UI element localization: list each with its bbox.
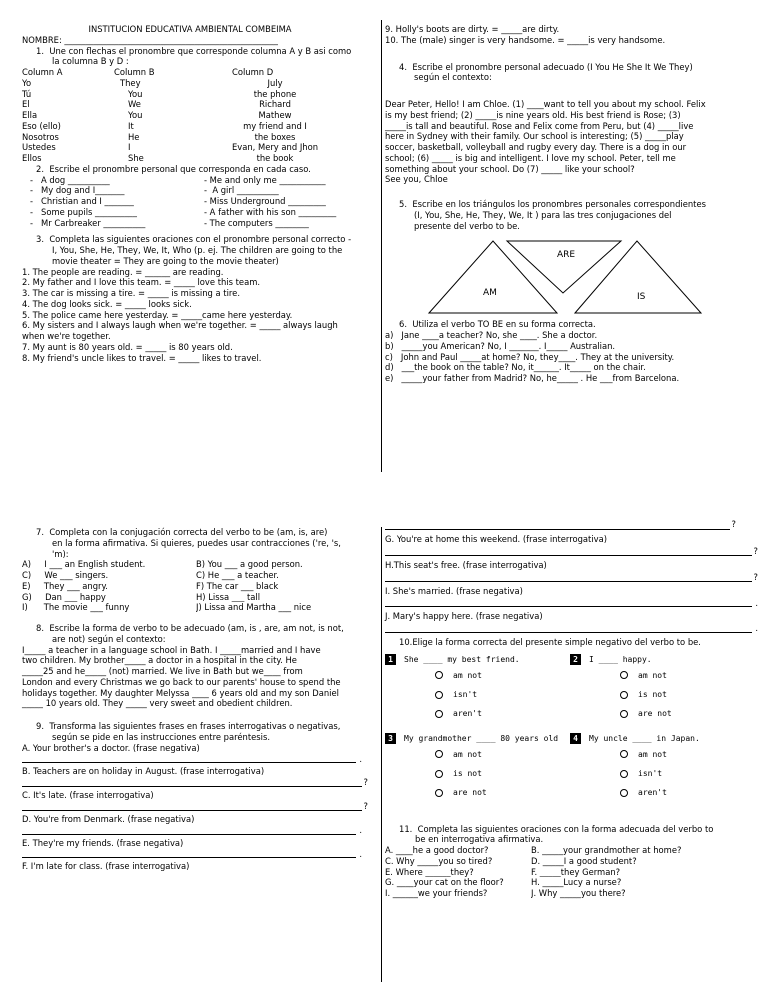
ex1-row bbox=[22, 121, 378, 132]
ex8-text-line: London and every Christmas we go back to our parents' house to spend the bbox=[22, 676, 341, 687]
ex4-instruction: 4. Escribe el pronombre personal adecuado (I You He She It We They) bbox=[399, 61, 693, 72]
ex10-option[interactable] bbox=[385, 769, 570, 779]
ex10-question bbox=[385, 654, 570, 729]
answer-line-end: . bbox=[755, 597, 758, 608]
ex8-instruction-line: 8. Escribe la forma de verbo to be adecuado (am, is , are, am not, is not, bbox=[36, 623, 344, 633]
radio-button[interactable] bbox=[620, 671, 628, 679]
col-b-cell[interactable]: He bbox=[128, 131, 140, 142]
ex2-item[interactable]: - A dog __________ bbox=[30, 174, 110, 185]
ex10-question-head bbox=[570, 733, 755, 744]
ex10-option[interactable] bbox=[385, 671, 570, 681]
ex7-row-cell[interactable]: J) Lissa and Martha ___ nice bbox=[196, 602, 312, 613]
ex7-row-cell[interactable]: B) You ___ a good person. bbox=[196, 559, 303, 570]
ex3-item: 7. My aunt is 80 years old. = _____ is 80 years old. bbox=[22, 341, 233, 352]
ex3-item: 4. The dog looks sick. = _____ looks sick. bbox=[22, 298, 192, 309]
ex1-row bbox=[22, 132, 378, 143]
bottom-column-divider bbox=[381, 527, 382, 982]
ex10-pair bbox=[385, 733, 760, 808]
answer-line[interactable] bbox=[22, 753, 362, 764]
ex4-letter-line: _____is tall and beautiful. Rose and Felix come from Peru, but (4) _____live bbox=[385, 120, 694, 131]
ex10-pair bbox=[385, 654, 760, 729]
ex2-item[interactable]: - A girl __________ bbox=[204, 185, 279, 196]
ex10-question-head bbox=[385, 733, 570, 744]
ex3-item: 5. The police came here yesterday. = _____came here yesterday. bbox=[22, 309, 293, 320]
radio-button[interactable] bbox=[435, 671, 443, 679]
col-d-cell[interactable]: Evan, Mery and Jhon bbox=[231, 142, 319, 153]
radio-button[interactable] bbox=[435, 789, 443, 797]
col-b-cell[interactable]: I bbox=[128, 142, 131, 153]
ex9-question: E. They're my friends. (frase negativa) bbox=[22, 837, 184, 848]
ex5-instruction-line: (I, You, She, He, They, We, It ) para las tres conjugaciones del bbox=[414, 209, 672, 220]
col-d-header: Column D bbox=[232, 67, 274, 77]
radio-button[interactable] bbox=[620, 770, 628, 778]
ex7-row-cell[interactable]: G) Dan ___ happy bbox=[22, 591, 106, 602]
ex10-question-text: My uncle ____ in Japan. bbox=[589, 733, 700, 743]
ex10-option[interactable] bbox=[385, 709, 570, 719]
ex6-item: c) John and Paul _____at home? No, they____. They at the university. bbox=[385, 351, 675, 362]
ex11-instruction bbox=[385, 824, 760, 846]
radio-button[interactable] bbox=[620, 710, 628, 718]
ex4-letter-line: something about your school. Do (7) _____ like your school? bbox=[385, 163, 635, 174]
ex7-items bbox=[22, 559, 378, 613]
ex4-letter bbox=[385, 99, 760, 185]
ex10-option-label: isn't bbox=[453, 690, 478, 700]
radio-button[interactable] bbox=[620, 691, 628, 699]
col-d-cell[interactable]: my friend and I bbox=[243, 120, 307, 131]
triangle-is[interactable] bbox=[575, 241, 701, 313]
radio-button[interactable] bbox=[435, 770, 443, 778]
ex8-instruction bbox=[22, 623, 378, 645]
radio-button[interactable] bbox=[620, 789, 628, 797]
ex10-option-label: are not bbox=[453, 788, 487, 798]
ex2-items bbox=[22, 175, 378, 229]
ex3-item-10: 10. The (male) singer is very handsome. = _____is very handsome. bbox=[385, 34, 666, 45]
ex8-text bbox=[22, 645, 378, 710]
ex8-text-line: _____25 and he_____ (not) married. We live in Bath but we____ from bbox=[22, 666, 303, 676]
ex5-instruction bbox=[385, 199, 760, 231]
ex7-instruction-line: en la forma afirmativa. Si quieres, puedes usar contracciones ('re, 's, bbox=[52, 537, 341, 548]
ex10-option-label: is not bbox=[638, 690, 667, 700]
ex10-option[interactable] bbox=[385, 788, 570, 798]
ex11-instruction-line: 11. Completa las siguientes oraciones con la forma adecuada del verbo to bbox=[399, 823, 714, 834]
ex10-option-label: aren't bbox=[638, 788, 667, 798]
ex11-row-cell[interactable]: F. _____they German? bbox=[531, 866, 621, 877]
ex1-table bbox=[22, 67, 378, 78]
ex10-option-label: am not bbox=[453, 670, 482, 680]
answer-line-end: ? bbox=[753, 546, 758, 556]
ex11-items bbox=[385, 845, 760, 899]
ex6-item: d) ___the book on the table? No, it______. It_____ on the chair. bbox=[385, 362, 646, 373]
ex11-row-cell[interactable]: A. ____he a good doctor? bbox=[385, 845, 489, 856]
bottom-left-column bbox=[22, 527, 378, 872]
col-d-cell[interactable]: the phone bbox=[253, 88, 297, 99]
ex10-option-label: is not bbox=[453, 769, 482, 779]
col-a-cell[interactable]: Eso (ello) bbox=[22, 120, 61, 131]
ex7-row bbox=[22, 559, 378, 570]
ex9-question: C. It's late. (frase interrogativa) bbox=[22, 790, 154, 800]
ex10-instruction: 10.Elige la forma correcta del presente simple negativo del verbo to be. bbox=[399, 637, 701, 647]
radio-button[interactable] bbox=[435, 710, 443, 718]
answer-line-f[interactable]: ? bbox=[385, 520, 730, 530]
ex11-row bbox=[385, 867, 760, 878]
ex8-text-line: two children. My brother_____ a doctor in a hospital in the city. He bbox=[22, 655, 297, 666]
ex6-items bbox=[385, 330, 760, 384]
ex11-row-cell[interactable]: B. _____your grandmother at home? bbox=[531, 845, 682, 856]
ex1-row bbox=[22, 78, 378, 89]
ex3-item: when we're together. bbox=[22, 331, 111, 341]
ex11-row-cell[interactable]: E. Where ______they? bbox=[385, 866, 474, 877]
top-left-column bbox=[22, 24, 378, 363]
answer-line[interactable] bbox=[385, 545, 758, 556]
question-number-badge: 1 bbox=[385, 654, 396, 665]
ex2-item[interactable]: - Me and only me ___________ bbox=[204, 174, 326, 185]
col-a-cell[interactable]: Ustedes bbox=[22, 142, 56, 153]
triangle-is-label: IS bbox=[637, 292, 646, 303]
ex10-option-label: am not bbox=[638, 670, 667, 680]
ex10-option[interactable] bbox=[570, 769, 755, 779]
ex10-option[interactable] bbox=[570, 690, 755, 700]
radio-button[interactable] bbox=[435, 750, 443, 758]
ex7-row-cell[interactable]: E) They ___ angry. bbox=[22, 580, 108, 591]
ex6-instruction: 6. Utiliza el verbo TO BE en su forma correcta. bbox=[399, 319, 596, 330]
ex1-row bbox=[22, 99, 378, 110]
ex11-row-cell[interactable]: C. Why _____you so tired? bbox=[385, 855, 493, 866]
ex4-instruction-2: según el contexto: bbox=[414, 72, 492, 83]
col-a-cell[interactable]: Ellos bbox=[22, 153, 42, 163]
ex6-item: e) _____your father from Madrid? No, he_____ . He ___from Barcelona. bbox=[385, 373, 680, 383]
question-number-badge: 3 bbox=[385, 733, 396, 744]
ex11-row-cell[interactable]: J. Why _____you there? bbox=[531, 888, 626, 899]
ex10-option-label: am not bbox=[638, 749, 667, 759]
ex8-text-line: I_____ a teacher in a language school in Bath. I _____married and I have bbox=[22, 644, 321, 655]
ex11-row bbox=[385, 845, 760, 856]
ex10-option[interactable] bbox=[570, 671, 755, 681]
radio-button[interactable] bbox=[620, 750, 628, 758]
ex1-row bbox=[22, 142, 378, 153]
ex2-row bbox=[22, 207, 378, 218]
triangle-are-label: ARE bbox=[557, 250, 576, 261]
ex10-option[interactable] bbox=[570, 750, 755, 760]
question-number-badge: 4 bbox=[570, 733, 581, 744]
ex4-letter-line: is my best friend; (2) _____is nine years old. His best friend is Rose; (3) bbox=[385, 109, 681, 120]
ex8-text-line: _____ 10 years old. They _____ very sweet and obedient children. bbox=[22, 698, 293, 709]
ex9-instruction-line: 9. Transforma las siguientes frases en frases interrogativas o negativas, bbox=[36, 721, 341, 731]
ex2-item[interactable]: - My dog and I_______ bbox=[30, 185, 125, 196]
ex7-row-cell[interactable]: H) Lissa ___ tall bbox=[196, 591, 261, 602]
col-d-cell[interactable]: the boxes bbox=[254, 131, 296, 142]
ex2-item[interactable]: - A father with his son _________ bbox=[204, 206, 337, 217]
ex10-option[interactable] bbox=[570, 709, 755, 719]
school-title: INSTITUCION EDUCATIVA AMBIENTAL COMBEIMA bbox=[88, 24, 292, 34]
ex3-instruction-line: movie theater = They are going to the movie theater) bbox=[52, 255, 279, 266]
ex1-row bbox=[22, 89, 378, 100]
col-a-cell[interactable]: Yo bbox=[22, 77, 32, 88]
ex4-letter-line: See you, Chloe bbox=[385, 174, 448, 185]
nombre-field: NOMBRE: ___________________________________________________ bbox=[22, 34, 278, 45]
ex5-instruction-line: 5. Escribe en los triángulos los pronombres personales correspondientes bbox=[399, 199, 706, 209]
ex2-item[interactable]: - The computers ________ bbox=[204, 217, 309, 228]
ex8-text-line: holidays together. My daughter Melyssa ____ 6 years old and my son Daniel bbox=[22, 687, 339, 698]
col-a-cell[interactable]: Tú bbox=[22, 88, 32, 99]
ex2-row bbox=[22, 185, 378, 196]
ex9-instruction-line: según se pide en las instrucciones entre paréntesis. bbox=[52, 731, 270, 742]
ex9-question: F. I'm late for class. (frase interrogativa) bbox=[22, 861, 190, 872]
ex2-row bbox=[22, 196, 378, 207]
ex3-item: 1. The people are reading. = ______ are reading. bbox=[22, 266, 224, 277]
col-a-cell[interactable]: El bbox=[22, 99, 30, 110]
col-a-cell[interactable]: Ella bbox=[22, 110, 38, 120]
ex2-item[interactable]: - Christian and I _______ bbox=[30, 196, 134, 206]
answer-line-end: ? bbox=[363, 801, 368, 811]
ex11-instruction-line: be en interrogativa afirmativa. bbox=[415, 834, 544, 845]
top-column-divider bbox=[381, 20, 382, 472]
ex2-item[interactable]: - Miss Underground _________ bbox=[204, 196, 326, 206]
answer-line-end: ? bbox=[753, 571, 758, 582]
transform-question: G. You're at home this weekend. (frase interrogativa) bbox=[385, 534, 607, 544]
ex3-items bbox=[22, 267, 378, 364]
bottom-right-column bbox=[385, 520, 760, 899]
answer-line[interactable] bbox=[22, 824, 362, 835]
ex2-item[interactable]: - Some pupils __________ bbox=[30, 206, 137, 217]
ex3-item: 6. My sisters and I always laugh when we're together. = _____ always laugh bbox=[22, 320, 338, 331]
ex7-row-cell[interactable]: F) The car ___ black bbox=[196, 580, 279, 591]
ex2-item[interactable]: - Mr Carbreaker __________ bbox=[30, 217, 146, 228]
ex10-option-label: am not bbox=[453, 749, 482, 759]
ex11-row-cell[interactable]: D. _____I a good student? bbox=[531, 855, 637, 866]
answer-line[interactable] bbox=[385, 596, 758, 608]
ex10-question-text: My grandmother ____ 80 years old bbox=[404, 733, 559, 743]
ex3-instruction-line: I, You, She, He, They, We, It, Who (p. ej. The children are going to the bbox=[52, 245, 343, 255]
ex11-row-cell[interactable]: G. ____your cat on the floor? bbox=[385, 877, 504, 888]
ex10-question-head bbox=[570, 654, 755, 665]
ex7-row-cell[interactable]: C) He ___ a teacher. bbox=[196, 570, 279, 580]
ex3-instruction bbox=[22, 234, 378, 266]
ex11-row bbox=[385, 888, 760, 899]
ex1-instruction: 1. Une con flechas el pronombre que corresponde columna A y B asi como bbox=[36, 45, 352, 56]
ex7-row-cell[interactable]: A) I ___ an English student. bbox=[22, 559, 146, 570]
ex7-row bbox=[22, 581, 378, 592]
ex4-letter-line: soccer, basketball, volleyball and rugby every day. There is a dog in our bbox=[385, 142, 687, 152]
ex1-row bbox=[22, 153, 378, 164]
transform-items bbox=[385, 534, 760, 633]
pronoun-triangles bbox=[385, 233, 755, 315]
ex10-question-text: I ____ happy. bbox=[589, 654, 652, 664]
ex3-item: 3. The car is missing a tire. = _____ is missing a tire. bbox=[22, 288, 240, 298]
answer-line-end: . bbox=[359, 848, 362, 859]
ex6-item: b) _____you American? No, I _______. I_____ Australian. bbox=[385, 340, 616, 351]
ex2-row bbox=[22, 218, 378, 229]
ex7-instruction-line: 'm): bbox=[52, 548, 69, 559]
ex3-item: 2. My father and I love this team. = _____ love this team. bbox=[22, 277, 261, 288]
answer-line-end: ? bbox=[363, 777, 368, 788]
ex7-instruction bbox=[22, 527, 378, 559]
answer-line[interactable] bbox=[22, 777, 368, 788]
ex9-items bbox=[22, 743, 378, 873]
ex9-question: B. Teachers are on holiday in August. (frase interrogativa) bbox=[22, 766, 265, 777]
col-b-cell[interactable]: We bbox=[128, 99, 141, 110]
ex9-question: A. Your brother's a doctor. (frase negativa) bbox=[22, 742, 200, 753]
col-a-cell[interactable]: Nosotros bbox=[22, 131, 59, 142]
col-b-cell[interactable]: They bbox=[120, 77, 141, 88]
col-b-header: Column B bbox=[114, 67, 155, 77]
ex11-row-cell[interactable]: I. ______we your friends? bbox=[385, 888, 488, 899]
ex9-question: D. You're from Denmark. (frase negativa) bbox=[22, 813, 195, 824]
answer-line[interactable] bbox=[22, 801, 368, 811]
ex10-option[interactable] bbox=[570, 788, 755, 798]
ex10-questions bbox=[385, 654, 760, 808]
col-d-cell[interactable]: July bbox=[267, 77, 283, 88]
ex8-instruction-line: are not) según el contexto: bbox=[52, 633, 166, 644]
answer-line[interactable] bbox=[385, 622, 758, 634]
col-d-cell[interactable]: Mathew bbox=[258, 110, 292, 120]
col-d-cell[interactable]: Richard bbox=[259, 99, 291, 110]
ex11-row bbox=[385, 877, 760, 888]
ex10-question-head bbox=[385, 654, 570, 665]
ex10-option[interactable] bbox=[385, 690, 570, 700]
ex7-row bbox=[22, 602, 378, 613]
ex10-question-text: She ____ my best friend. bbox=[404, 654, 520, 664]
ex10-question bbox=[385, 733, 570, 808]
ex7-row-cell[interactable]: C) We ___ singers. bbox=[22, 570, 109, 580]
ex10-question bbox=[570, 654, 755, 729]
answer-line[interactable] bbox=[385, 571, 758, 582]
ex10-question bbox=[570, 733, 755, 808]
ex4-letter-line: Dear Peter, Hello! I am Chloe. (1) ____want to tell you about my school. Felix bbox=[385, 99, 706, 109]
ex7-instruction-line: 7. Completa con la conjugación correcta del verbo to be (am, is, are) bbox=[36, 527, 328, 537]
ex2-row bbox=[22, 175, 378, 186]
ex3-instruction-line: 3. Completa las siguientes oraciones con el pronombre personal correcto - bbox=[36, 234, 352, 245]
ex1-instruction-2: la columna B y D : bbox=[52, 56, 129, 67]
triangle-are[interactable] bbox=[507, 241, 621, 293]
ex5-instruction-line: presente del verbo to be. bbox=[414, 220, 520, 231]
ex4-letter-line: school; (6) _____ is big and intelligent. I love my school. Peter, tell me bbox=[385, 152, 676, 163]
col-b-cell[interactable]: She bbox=[128, 153, 144, 163]
ex7-row bbox=[22, 592, 378, 603]
ex10-option[interactable] bbox=[385, 750, 570, 760]
ex7-row-cell[interactable]: I) The movie ___ funny bbox=[22, 602, 130, 613]
answer-line-end: . bbox=[755, 623, 758, 634]
question-number-badge: 2 bbox=[570, 654, 581, 665]
radio-button[interactable] bbox=[435, 691, 443, 699]
answer-line-end: . bbox=[359, 753, 362, 764]
transform-question: J. Mary's happy here. (frase negativa) bbox=[385, 611, 543, 622]
triangle-am-label: AM bbox=[483, 288, 497, 299]
ex6-item: a) Jane ____a teacher? No, she ____. She a doctor. bbox=[385, 330, 598, 340]
ex2-instruction: 2. Escribe el pronombre personal que corresponda en cada caso. bbox=[36, 163, 311, 174]
ex3-item-9: 9. Holly's boots are dirty. = _____are dirty. bbox=[385, 24, 560, 34]
col-b-cell[interactable]: It bbox=[128, 120, 134, 131]
ex7-row bbox=[22, 570, 378, 581]
col-a-header: Column A bbox=[22, 67, 63, 77]
transform-question: H.This seat's free. (frase interrogativa) bbox=[385, 559, 547, 570]
ex9-instruction bbox=[22, 721, 378, 743]
ex10-option-label: isn't bbox=[638, 769, 663, 779]
ex4-letter-line: here in Sydney with their family. Our school is interesting; (5) _____play bbox=[385, 131, 684, 142]
ex1-row bbox=[22, 110, 378, 121]
ex3-item: 8. My friend's uncle likes to travel. = _____ likes to travel. bbox=[22, 352, 262, 363]
ex10-option-label: are not bbox=[638, 709, 672, 719]
ex1-rows bbox=[22, 78, 378, 164]
col-b-cell[interactable]: You bbox=[128, 110, 143, 120]
ex11-row bbox=[385, 856, 760, 867]
answer-line[interactable] bbox=[22, 848, 362, 859]
col-d-cell[interactable]: the book bbox=[256, 153, 294, 163]
col-b-cell[interactable]: You bbox=[128, 88, 143, 99]
transform-question: I. She's married. (frase negativa) bbox=[385, 585, 523, 596]
answer-line-end: . bbox=[359, 824, 362, 835]
ex10-option-label: aren't bbox=[453, 709, 482, 719]
ex11-row-cell[interactable]: H. _____Lucy a nurse? bbox=[531, 877, 622, 888]
triangle-am[interactable] bbox=[429, 241, 557, 313]
top-right-column bbox=[385, 24, 760, 384]
